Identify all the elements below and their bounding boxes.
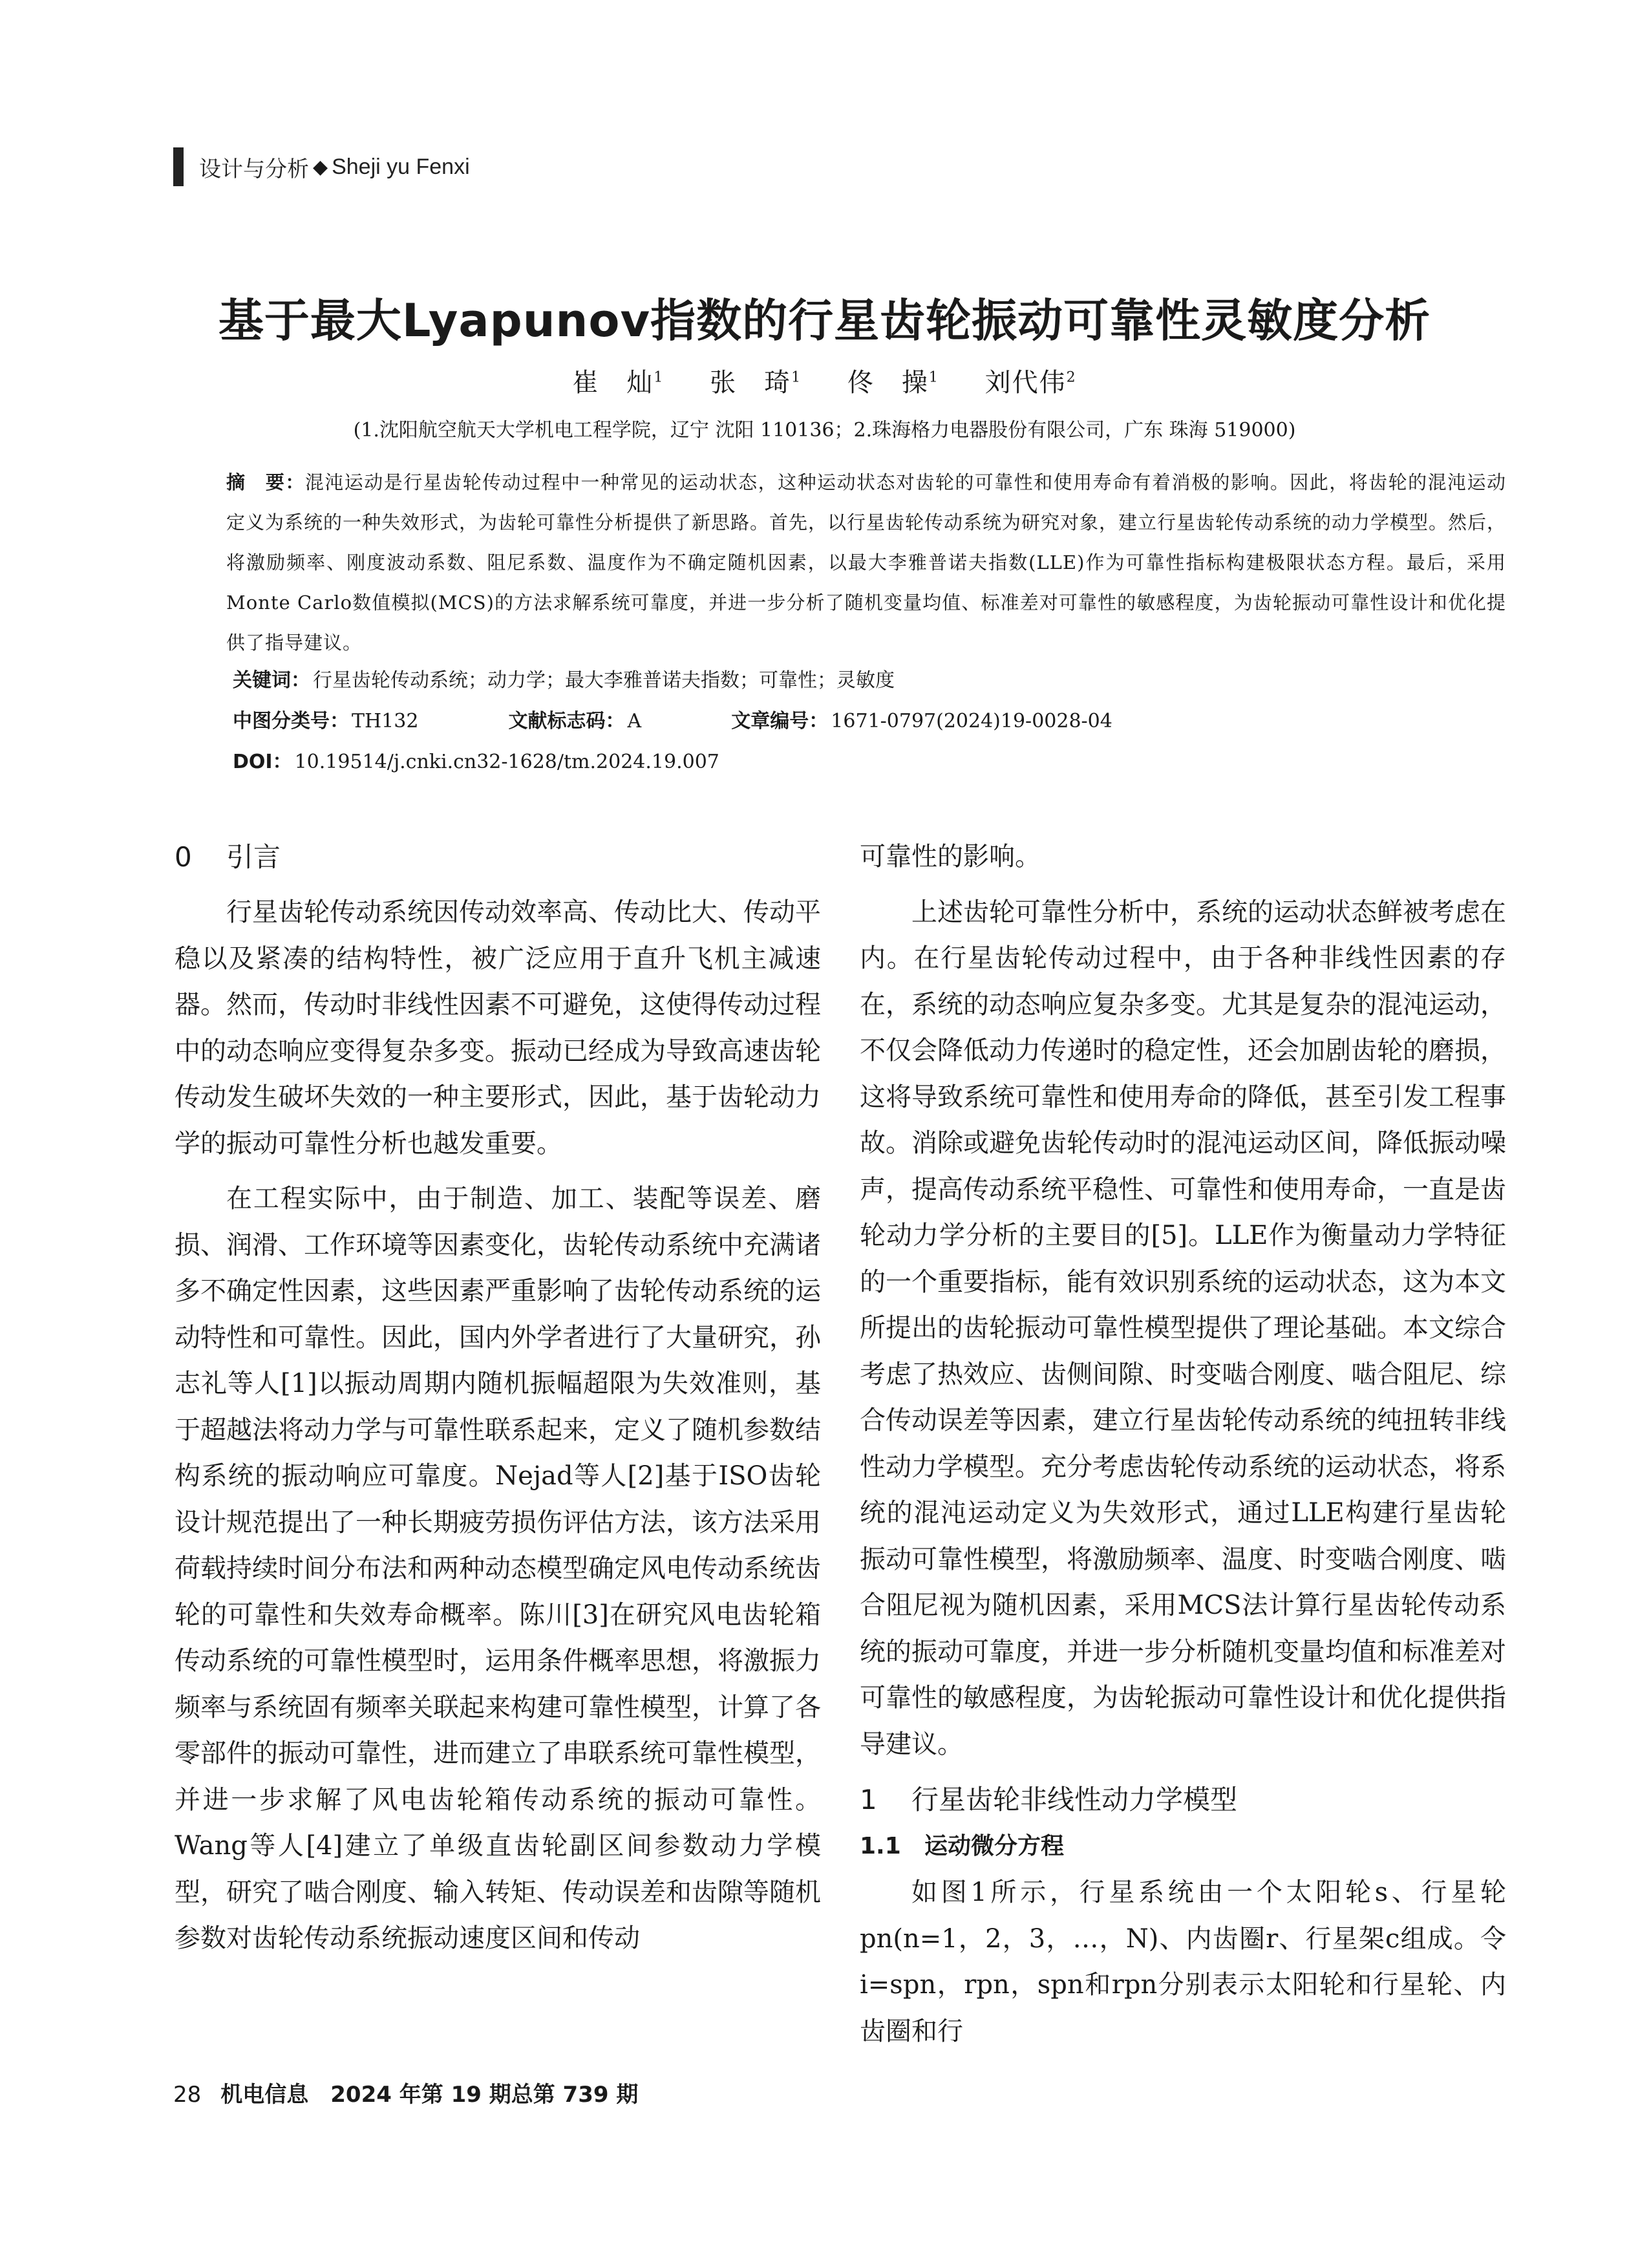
running-header — [173, 147, 470, 186]
keywords-text: 行星齿轮传动系统；动力学；最大李雅普诺夫指数；可靠性；灵敏度 — [313, 669, 895, 692]
subsection-heading: 1.1 运动微分方程 — [860, 1833, 1065, 1859]
section-heading: 1 行星齿轮非线性动力学模型 — [860, 1784, 1238, 1815]
doi-line: DOI： 10.19514/j.cnki.cn32-1628/tm.2024.19.007 — [233, 751, 719, 773]
paragraph: 在工程实际中，由于制造、加工、装配等误差、磨损、润滑、工作环境等因素变化，齿轮传动系统中充满诸多不确定性因素，这些因素严重影响了齿轮传动系统的运动特性和可靠性。因此，国内外学者进行了大量研究，孙志礼等人[1]以振动周期内随机振幅超限为失效准则，基于超越法将动力学与可靠性联系起来，定义了随机参数结构系统的振动响应可靠度。Nejad等人[2]基于ISO齿轮设计规范提出了一种长期疲劳损伤评估方法，该方法采用荷载持续时间分布法和两种动态模型确定风电传动系统齿轮的可靠性和失效寿命概率。陈川[3]在研究风电齿轮箱传动系统的可靠性模型时，运用条件概率思想，将激振力频率与系统固有频率关联起来构建可靠性模型，计算了各零部件的振动可靠性，进而建立了串联系统可靠性模型，并进一步求解了风电齿轮箱传动系统的振动可靠性。Wang等人[4]建立了单级直齿轮副区间参数动力学模型，研究了啮合刚度、输入转矩、传动误差和齿隙等随机参数对齿轮传动系统振动速度区间和传动 — [175, 1184, 821, 1953]
doi-text: 10.19514/j.cnki.cn32-1628/tm.2024.19.007 — [294, 751, 719, 773]
keywords-label: 关键词： — [233, 669, 310, 692]
journal-issue: 机电信息 2024 年第 19 期总第 739 期 — [220, 2082, 639, 2108]
paper-title: 基于最大Lyapunov指数的行星齿轮振动可靠性灵敏度分析 — [218, 294, 1431, 347]
abstract-label: 摘 要： — [226, 471, 305, 493]
section-heading: 0 引言 — [175, 841, 281, 873]
right-column — [860, 834, 1506, 2055]
author: 张 琦$^1$ — [710, 368, 802, 398]
keywords — [233, 664, 895, 692]
clc-code: TH132 — [352, 710, 419, 733]
author-list — [0, 362, 1649, 399]
header-section-en: Sheji yu Fenxi — [332, 154, 470, 179]
paragraph: 上述齿轮可靠性分析中，系统的运动状态鲜被考虑在内。在行星齿轮传动过程中，由于各种非线性因素的存在，系统的动态响应复杂多变。尤其是复杂的混沌运动，不仅会降低动力传递时的稳定性，还会加剧齿轮的磨损，这将导致系统可靠性和使用寿命的降低，甚至引发工程事故。消除或避免齿轮传动时的混沌运动区间，降低振动噪声，提高传动系统平稳性、可靠性和使用寿命，一直是齿轮动力学分析的主要目的[5]。LLE作为衡量动力学特征的一个重要指标，能有效识别系统的运动状态，这为本文所提出的齿轮振动可靠性模型提供了理论基础。本文综合考虑了热效应、齿侧间隙、时变啮合刚度、啮合阻尼、综合传动误差等因素，建立行星齿轮传动系统的纯扭转非线性动力学模型。充分考虑齿轮传动系统的运动状态，将系统的混沌运动定义为失效形式，通过LLE构建行星齿轮振动可靠性模型，将激励频率、温度、时变啮合刚度、啮合阻尼视为随机因素，采用MCS法计算行星齿轮传动系统的振动可靠度，并进一步分析随机变量均值和标准差对可靠性的敏感程度，为齿轮振动可靠性设计和优化提供指导建议。 — [860, 897, 1506, 1759]
article-number: 1671-0797(2024)19-0028-04 — [831, 710, 1112, 733]
diamond-icon: ◆ — [313, 155, 328, 178]
author: 崔 灿$^1$ — [572, 368, 665, 398]
classification-line: 中图分类号： TH132 文献标志码： A 文章编号： 1671-0797(2024)19-0028-04 — [233, 710, 1112, 733]
affiliation: (1.沈阳航空航天大学机电工程学院，辽宁 沈阳 110136；2.珠海格力电器股份有限公司，广东 珠海 519000) — [353, 419, 1296, 442]
paragraph: 可靠性的影响。 — [860, 842, 1041, 872]
header-section-cn: 设计与分析 — [199, 156, 309, 182]
abstract — [226, 462, 1506, 663]
author: 佟 操$^1$ — [847, 368, 939, 398]
page-footer — [173, 2077, 638, 2108]
paragraph: 如图1所示，行星系统由一个太阳轮s、行星轮pn(n=1，2，3，…，N)、内齿圈r、行星架c组成。令i=spn，rpn，spn和rpn分别表示太阳轮和行星轮、内齿圈和行 — [860, 1878, 1506, 2046]
page-number: 28 — [173, 2082, 202, 2108]
author: 刘代伟$^2$ — [984, 368, 1077, 398]
left-column — [175, 834, 821, 1962]
paragraph: 行星齿轮传动系统因传动效率高、传动比大、传动平稳以及紧凑的结构特性，被广泛应用于直升飞机主减速器。然而，传动时非线性因素不可避免，这使得传动过程中的动态响应变得复杂多变。振动已经成为导致高速齿轮传动发生破坏失效的一种主要形式，因此，基于齿轮动力学的振动可靠性分析也越发重要。 — [175, 897, 821, 1159]
doc-code: A — [627, 710, 642, 733]
header-bar — [173, 147, 184, 186]
abstract-text: 混沌运动是行星齿轮传动过程中一种常见的运动状态，这种运动状态对齿轮的可靠性和使用寿命有着消极的影响。因此，将齿轮的混沌运动定义为系统的一种失效形式，为齿轮可靠性分析提供了新思路。首先，以行星齿轮传动系统为研究对象，建立行星齿轮传动系统的动力学模型。然后，将激励频率、刚度波动系数、阻尼系数、温度作为不确定随机因素，以最大李雅普诺夫指数(LLE)作为可靠性指标构建极限状态方程。最后，采用Monte Carlo数值模拟(MCS)的方法求解系统可靠度，并进一步分析了随机变量均值、标准差对可靠性的敏感程度，为齿轮振动可靠性设计和优化提供了指导建议。 — [226, 471, 1507, 654]
